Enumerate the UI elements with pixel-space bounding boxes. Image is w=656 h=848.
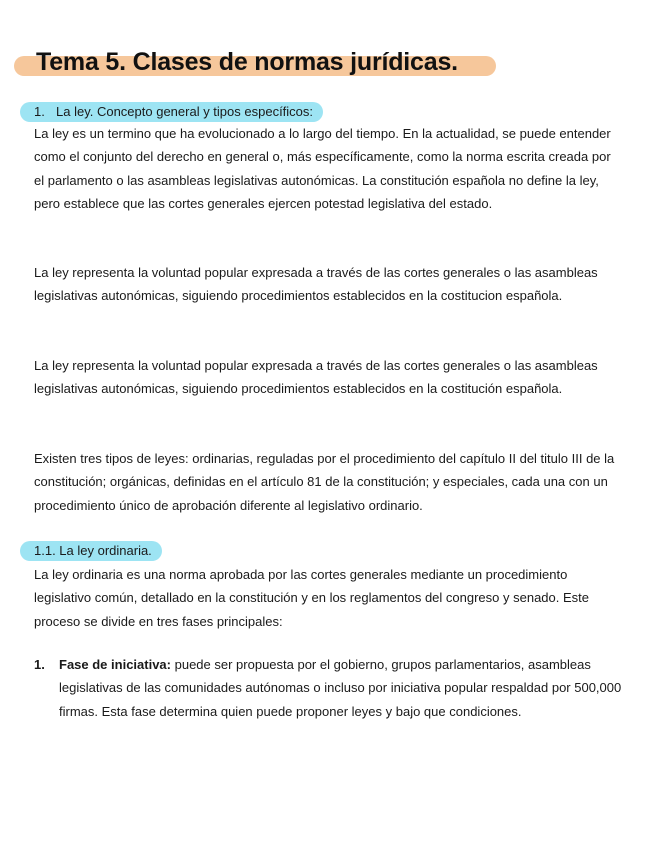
paragraph-voluntad-popular-repeat: La ley representa la voluntad popular expresada a través de las cortes generales o las asambleas legislativas autonómicas, siguiendo procedimientos establecidos en la costitución española. — [34, 358, 598, 397]
list-item-number: 1. — [34, 657, 45, 672]
section-number: 1. — [34, 104, 45, 119]
section-heading-la-ley — [20, 102, 323, 122]
list-item — [34, 653, 624, 723]
page-title: Tema 5. Clases de normas jurídicas. — [36, 48, 458, 76]
paragraph-voluntad-popular: La ley representa la voluntad popular expresada a través de las cortes generales o las asambleas legislativas autonómicas, siguiendo procedimientos establecidos en la costitucion española. — [34, 265, 598, 304]
section-heading-ley-ordinaria — [20, 541, 162, 561]
paragraph-ley-ordinaria: La ley ordinaria es una norma aprobada por las cortes generales mediante un procedimiento legislativo común, detallado en la constitución y en los reglamentos del congreso y senado. Este proceso se divide en tres fases principales: — [34, 567, 589, 629]
section-heading-text: 1.1. La ley ordinaria. — [34, 543, 152, 558]
phases-list — [34, 653, 624, 723]
title-block — [14, 44, 458, 80]
section-heading-text: La ley. Concepto general y tipos específicos: — [56, 104, 314, 119]
paragraph-definition: La ley es un termino que ha evolucionado a lo largo del tiempo. En la actualidad, se puede entender como el conjunto del derecho en general o, más específicamente, como la norma escrita creada por el parlamento o las asambleas legislativas autonómicas. La constitución española no define la ley, pero establece que las cortes generales ejercen potestad legislativa del estado. — [34, 126, 611, 211]
paragraph-tipos-de-leyes: Existen tres tipos de leyes: ordinarias, reguladas por el procedimiento del capítulo II del titulo III de la constitución; orgánicas, definidas en el artículo 81 de la constitución; y especiales, cada una con un procedimiento único de aprobación diferente al legislativo ordinario. — [34, 451, 615, 513]
list-item-text: puede ser propuesta por el gobierno, grupos parlamentarios, asambleas legislativas de las comunidades autónomas o incluso por iniciativa popular respaldad por 500,000 firmas. Esta fase determina quien puede proponer leyes y bajo que condiciones. — [59, 657, 622, 719]
list-item-term: Fase de iniciativa: — [59, 657, 171, 672]
